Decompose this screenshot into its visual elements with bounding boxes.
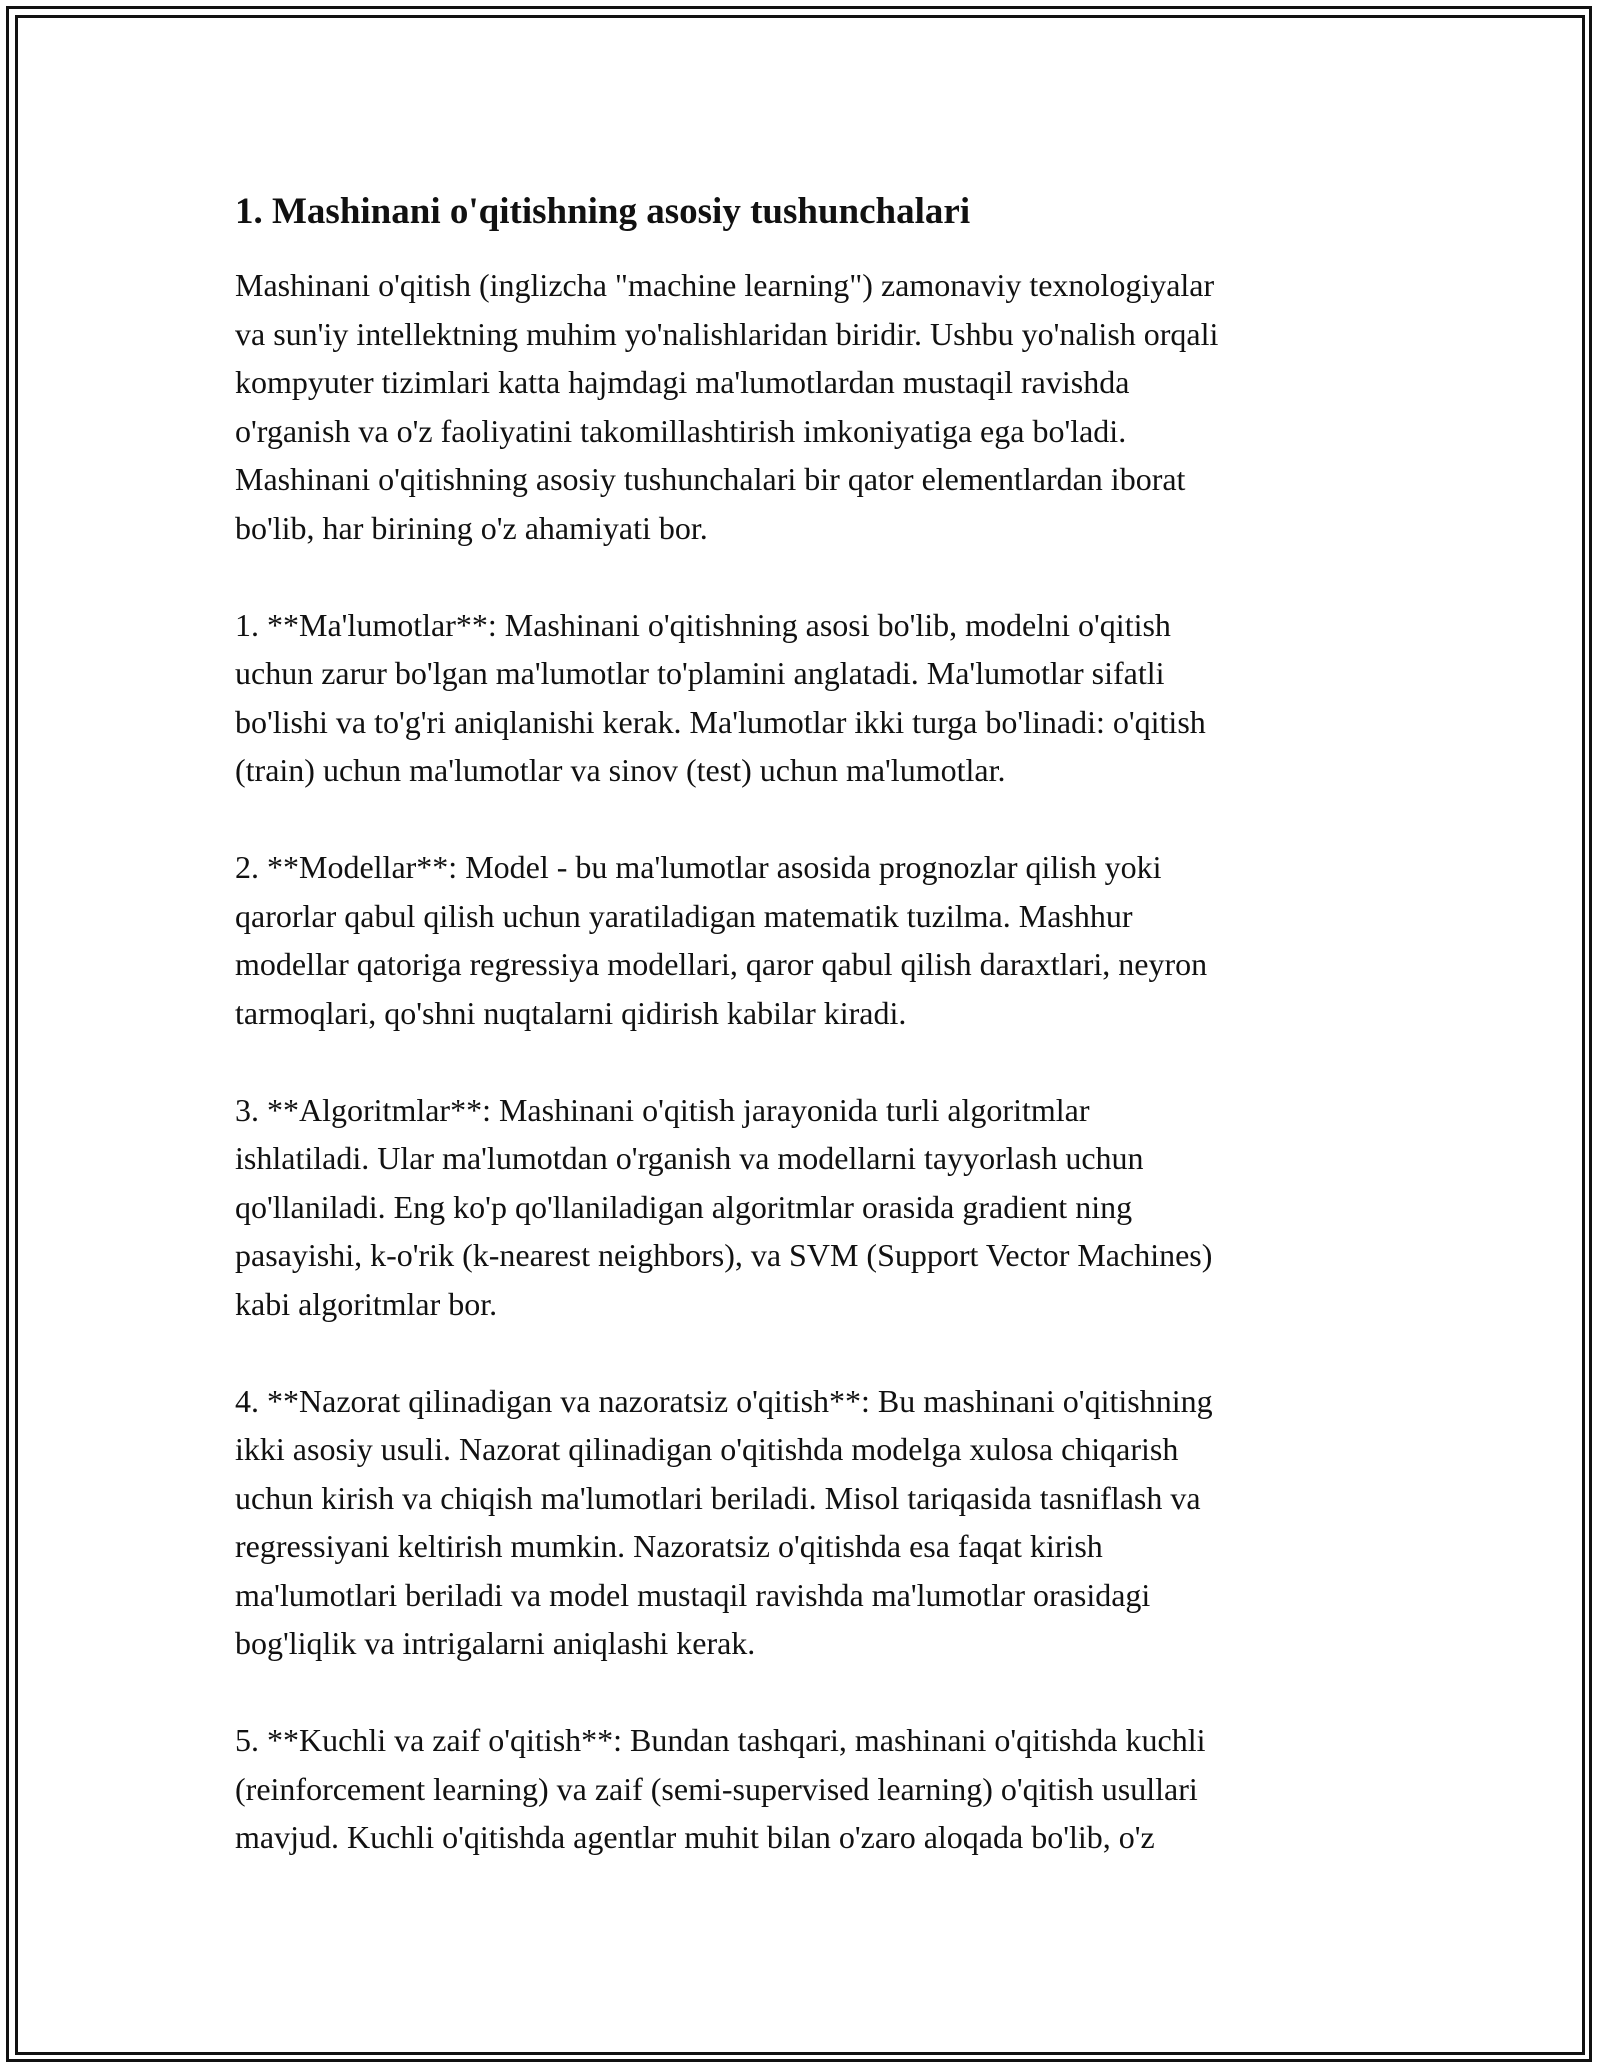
item-supervised-paragraph: 4. **Nazorat qilinadigan va nazoratsiz o'qitish**: Bu mashinani o'qitishning ikki asosiy usuli. Nazorat qilinadigan o'qitishda modelga xulosa chiqarish uchun kirish va chiqish ma'lumotlari beriladi. Misol tariqasida tasniflash va regressiyani keltirish mumkin. Nazoratsiz o'qitishda esa faqat kirish ma'lumotlari beriladi va model mustaqil ravishda ma'lumotlar orasidagi bog'liqlik va intrigalarni aniqlashi kerak. [235,1382,1213,1661]
intro-paragraph: Mashinani o'qitish (inglizcha "machine learning") zamonaviy texnologiyalar va sun'iy intellektning muhim yo'nalishlaridan biridir. Ushbu yo'nalish orqali kompyuter tizimlari katta hajmdagi ma'lumotlardan mustaqil ravishda o'rganish va o'z faoliyatini takomillashtirish imkoniyatiga ega bo'ladi. Mashinani o'qitishning asosiy tushunchalari bir qator elementlardan iborat bo'lib, har birining o'z ahamiyati bor. [235,267,1219,546]
section-title: 1. Mashinani o'qitishning asosiy tushunchalari [235,191,971,232]
document-body [235,186,1375,1910]
item-data-paragraph: 1. **Ma'lumotlar**: Mashinani o'qitishning asosi bo'lib, modelni o'qitish uchun zarur bo'lgan ma'lumotlar to'plamini anglatadi. Ma'lumotlar sifatli bo'lishi va to'g'ri aniqlanishi kerak. Ma'lumotlar ikki turga bo'linadi: o'qitish (train) uchun ma'lumotlar va sinov (test) uchun ma'lumotlar. [235,606,1206,788]
item-reinforcement-paragraph: 5. **Kuchli va zaif o'qitish**: Bundan tashqari, mashinani o'qitishda kuchli (reinforcement learning) va zaif (semi-supervised learning) o'qitish usullari mavjud. Kuchli o'qitishda agentlar muhit bilan o'zaro aloqada bo'lib, o'z [235,1722,1206,1855]
item-algorithms-paragraph: 3. **Algoritmlar**: Mashinani o'qitish jarayonida turli algoritmlar ishlatiladi. Ular ma'lumotdan o'rganish va modellarni tayyorlash uchun qo'llaniladi. Eng ko'p qo'llaniladigan algoritmlar orasida gradient ning pasayishi, k-o'rik (k-nearest neighbors), va SVM (Support Vector Machines) kabi algoritmlar bor. [235,1091,1213,1322]
item-models-paragraph: 2. **Modellar**: Model - bu ma'lumotlar asosida prognozlar qilish yoki qarorlar qabul qilish uchun yaratiladigan matematik tuzilma. Mashhur modellar qatoriga regressiya modellari, qaror qabul qilish daraxtlari, neyron tarmoqlari, qo'shni nuqtalarni qidirish kabilar kiradi. [235,849,1208,1031]
